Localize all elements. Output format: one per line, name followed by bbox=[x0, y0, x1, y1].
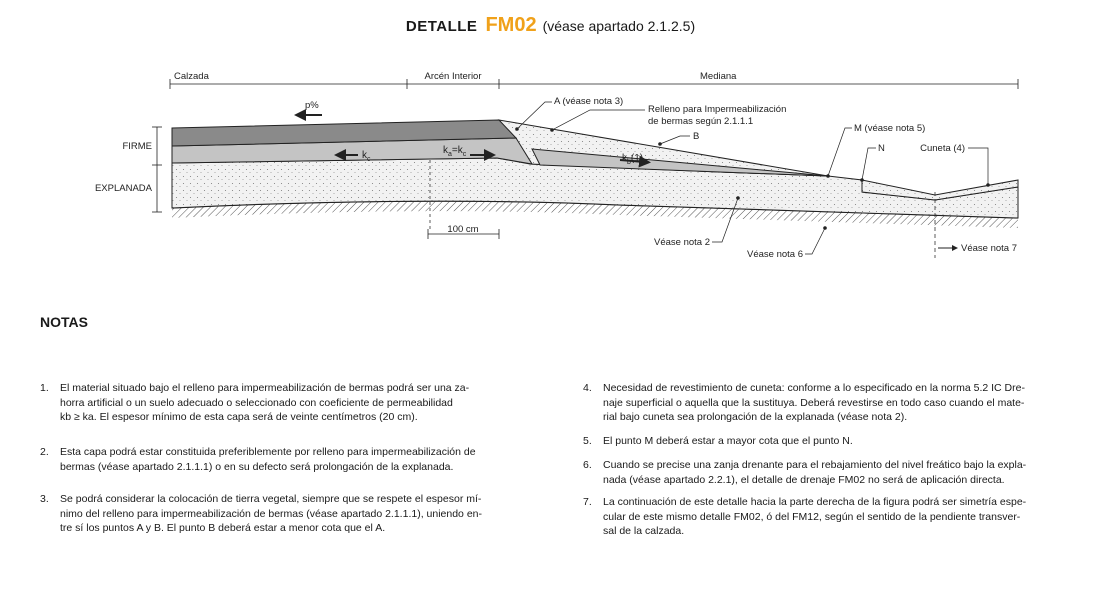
note-line: Cuando se precise una zanja drenante para el rebajamiento del nivel freático bajo la expla- bbox=[603, 459, 1027, 471]
note-number: 5. bbox=[583, 435, 592, 447]
firme-label: FIRME bbox=[122, 141, 152, 152]
relleno-label-line2: de bermas según 2.1.1.1 bbox=[648, 116, 754, 127]
note-number: 3. bbox=[40, 493, 49, 505]
relleno-label-line1: Relleno para Impermeabilización bbox=[648, 104, 787, 115]
cuneta-label: Cuneta (4) bbox=[920, 143, 965, 154]
note-line: tre sí los puntos A y B. El punto B deberá estar a menor cota que el A. bbox=[60, 522, 386, 534]
explanada-label: EXPLANADA bbox=[94, 183, 152, 194]
title-prefix: DETALLE bbox=[405, 18, 478, 35]
zone-mediana-label: Mediana bbox=[700, 71, 737, 82]
nota6-label: Véase nota 6 bbox=[747, 249, 803, 260]
point-m-label: M (véase nota 5) bbox=[854, 123, 926, 134]
dim-100cm-label: 100 cm bbox=[447, 224, 479, 235]
note-number: 6. bbox=[583, 459, 592, 471]
note-line: cular de este mismo detalle FM02, ó del FM12, según el sentido de la pendiente transver- bbox=[603, 510, 1021, 523]
note-7 bbox=[583, 495, 1083, 539]
note-line: La continuación de este detalle hacia la parte derecha de la figura podrá ser simetría espe- bbox=[603, 496, 1027, 508]
cross-section-diagram bbox=[0, 60, 1101, 265]
ka-kc-label: $k_a=k_c$ bbox=[443, 145, 467, 158]
note-line: rial bajo cuneta sea prolongación de la explanada (véase nota 2). bbox=[603, 411, 908, 423]
note-line: nada (véase apartado 2.2.1), el detalle de drenaje FM02 no será de aplicación directa. bbox=[603, 473, 1005, 486]
note-5 bbox=[583, 434, 1083, 449]
note-3 bbox=[40, 492, 540, 536]
zone-calzada-label: Calzada bbox=[174, 71, 209, 82]
note-line: Esta capa podrá estar constituida preferiblemente por relleno para impermeabilización de bbox=[60, 446, 476, 458]
note-line: El material situado bajo el relleno para impermeabilización de bermas podrá ser una za- bbox=[60, 382, 470, 394]
note-number: 1. bbox=[40, 382, 49, 394]
notas-heading: NOTAS bbox=[40, 314, 88, 330]
note-number: 2. bbox=[40, 446, 49, 458]
point-a-label: A (véase nota 3) bbox=[554, 96, 624, 107]
note-line: bermas (véase apartado 2.1.1.1) o en su defecto será prolongación de la explanada. bbox=[60, 460, 454, 473]
side-dimension-line bbox=[152, 127, 162, 212]
note-number: 4. bbox=[583, 382, 592, 394]
point-n-label: N bbox=[878, 143, 885, 154]
slope-p-label: p% bbox=[305, 100, 319, 111]
zone-dimension-line bbox=[170, 79, 1018, 89]
note-1 bbox=[40, 381, 540, 425]
zone-arcen-label: Arcén Interior bbox=[424, 71, 482, 82]
note-2 bbox=[40, 445, 540, 474]
note-line: sal de la calzada. bbox=[603, 525, 685, 537]
nota2-label: Véase nota 2 bbox=[654, 237, 710, 248]
title-reference: (véase apartado 2.1.2.5) bbox=[542, 18, 696, 34]
note-line: Necesidad de revestimiento de cuneta: conforme a lo especificado en la norma 5.2 IC Dre- bbox=[603, 382, 1025, 394]
note-line: naje superficial o aquella que la sustituya. Deberá revestirse en todo caso cuando el mate- bbox=[603, 396, 1025, 409]
diagram-title bbox=[0, 14, 1101, 37]
note-6 bbox=[583, 458, 1083, 487]
note-number: 7. bbox=[583, 496, 592, 508]
point-b-label: B bbox=[693, 131, 700, 142]
kb-label: $k_b(1)$ bbox=[622, 153, 644, 166]
title-code: FM02 bbox=[485, 14, 537, 36]
note-line: kb ≥ ka. El espesor mínimo de esta capa será de veinte centímetros (20 cm). bbox=[60, 411, 418, 423]
note-line: El punto M deberá estar a mayor cota que el punto N. bbox=[603, 435, 853, 447]
note-line: horra artificial o un suelo adecuado o seleccionado con coeficiente de permeabilidad bbox=[60, 396, 453, 409]
nota7-label: Véase nota 7 bbox=[961, 243, 1017, 254]
note-4 bbox=[583, 381, 1083, 425]
kc-left-label: $k_c$ bbox=[362, 150, 371, 163]
note-line: Se podrá considerar la colocación de tierra vegetal, siempre que se respete el espesor mí- bbox=[60, 493, 482, 505]
note-line: nimo del relleno para impermeabilización de bermas (véase apartado 2.1.1.1), uniendo en- bbox=[60, 507, 482, 520]
